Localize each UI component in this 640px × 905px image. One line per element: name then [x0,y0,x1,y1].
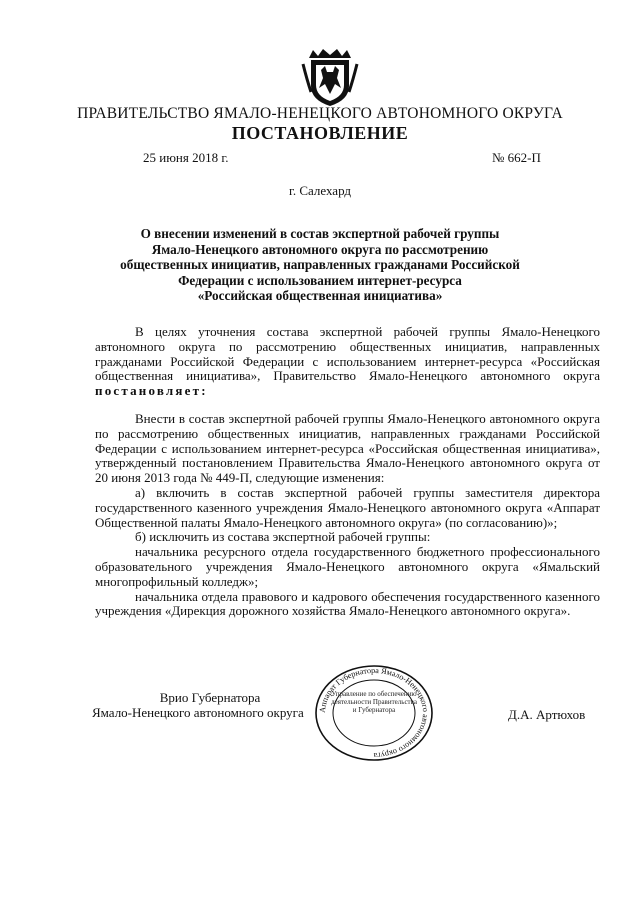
stamp-inner-text: Управление по обеспечению деятельности Правительства и Губернатора [331,690,417,714]
item-b1: начальника ресурсного отдела государственного бюджетного профессионального образовательного учреждения Ямало-Ненецкого автономного округа «Ямальский многопрофильный колледж»; [95,544,600,589]
item-b2: начальника отдела правового и кадрового обеспечения государственного казенного учреждения «Дирекция дорожного хозяйства Ямало-Ненецкого автономного округа». [95,588,600,619]
decree-word: постановляет: [95,383,208,399]
document-body [95,325,600,619]
subject-line: Федерации с использованием интернет-ресурса [178,272,462,288]
subject-line: общественных инициатив, направленных гражданами Российской [120,257,520,273]
main-paragraph: Внести в состав экспертной рабочей группы Ямало-Ненецкого автономного округа по рассмотрению общественных инициатив, направленных гражданами Российской Федерации с использованием интернет-ресурса «Российская общественная инициатива», утвержденный постановлением Правительства Ямало-Ненецкого автономного округа от 20 июня 2013 года № 449-П, следующие изменения: [95,410,600,486]
signature-role [92,690,328,720]
item-a: а) включить в состав экспертной рабочей группы заместителя директора государственного казенного учреждения Ямало-Ненецкого автономного округа «Аппарат Общественной палаты Ямало-Ненецкого автономного округа» (по согласованию)»; [95,484,600,530]
item-b: б) исключить из состава экспертной рабочей группы: [135,529,431,545]
intro-paragraph [95,325,600,399]
subject-line: Ямало-Ненецкого автономного округа по рассмотрению [151,241,489,257]
document-subject [100,226,540,304]
signature-role-line: Ямало-Ненецкого автономного округа [92,705,304,720]
coat-of-arms-icon [299,46,361,108]
intro-text: В целях уточнения состава экспертной рабочей группы Ямало-Ненецкого автономного округа по рассмотрению общественных инициатив, направленных гражданами Российской Федерации с использованием интернет-ресурса «Российская общественная инициатива», Правительство Ямало-Ненецкого автономного округа [95,324,600,384]
signature-role-line: Врио Губернатора [159,690,261,705]
subject-line: «Российская общественная инициатива» [197,288,443,304]
signatory-name: Д.А. Артюхов [508,707,586,722]
document-number: № 662-П [492,150,541,165]
document-date: 25 июня 2018 г. [143,150,229,165]
subject-line: О внесении изменений в состав экспертной рабочей группы [140,226,500,241]
document-type: ПОСТАНОВЛЕНИЕ [231,123,409,143]
government-title: ПРАВИТЕЛЬСТВО ЯМАЛО-НЕНЕЦКОГО АВТОНОМНОГО ОКРУГА [77,105,563,122]
document-city: г. Салехард [288,183,352,198]
stamp-ring-text: Аппарат Губернатора Ямало-Ненецкого автономного округа [317,665,431,761]
